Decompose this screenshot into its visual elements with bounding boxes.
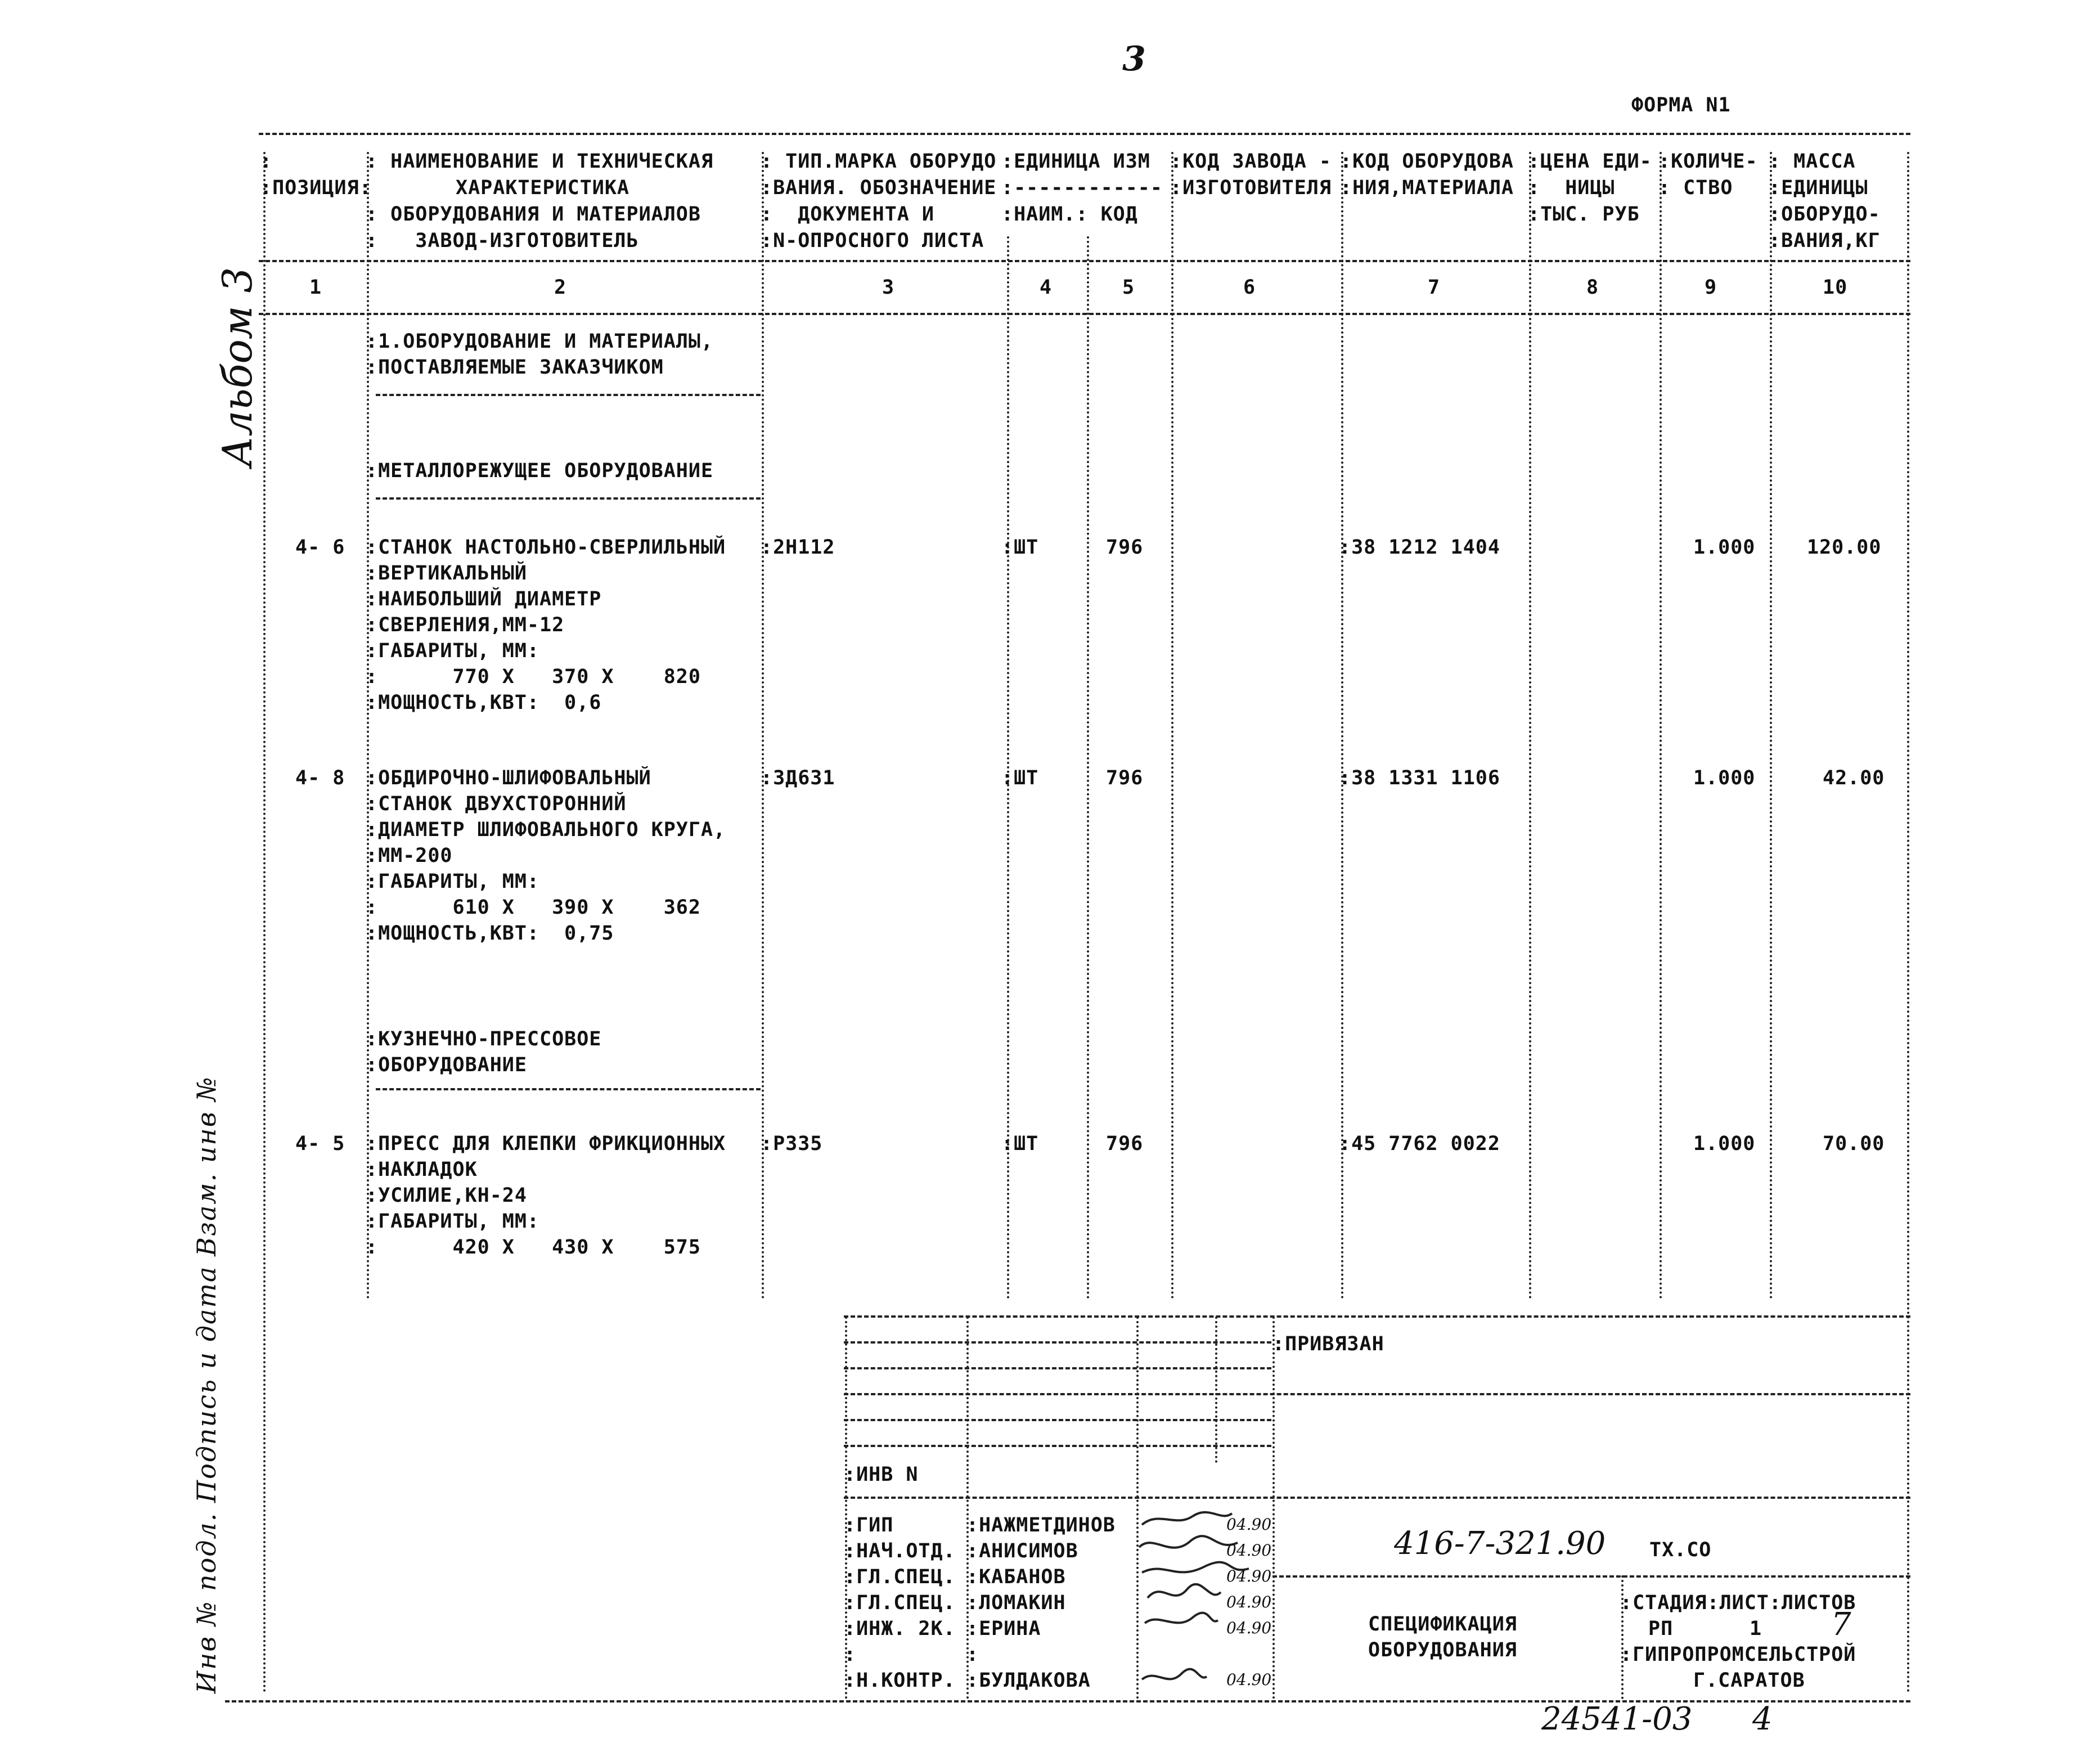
header-col3-l3: : ДОКУМЕНТА И xyxy=(761,203,935,226)
item-name-line: :НАИБОЛЬШИЙ ДИАМЕТР xyxy=(366,588,602,610)
col-border-8 xyxy=(1660,152,1662,1300)
stamp-name: :БУЛДАКОВА xyxy=(966,1669,1091,1692)
stamp-rule xyxy=(844,1393,1910,1395)
page-number: 3 xyxy=(1122,39,1146,79)
stamp-border xyxy=(966,1317,969,1699)
section-heading-1: :1.ОБОРУДОВАНИЕ И МАТЕРИАЛЫ, xyxy=(366,330,714,353)
item-position: 4- 5 xyxy=(295,1133,345,1155)
section-metal-rule xyxy=(376,497,761,500)
header-col10-l2: :ЕДИНИЦЫ xyxy=(1769,177,1868,199)
item-equipment-code: :38 1212 1404 xyxy=(1339,536,1500,559)
header-col3-l1: : ТИП.МАРКА ОБОРУДО xyxy=(761,150,997,173)
col-number-10: 10 xyxy=(1823,276,1848,299)
sheets-total: 7 xyxy=(1831,1606,1851,1643)
col-number-2: 2 xyxy=(554,276,567,299)
stamp-rule xyxy=(844,1419,1271,1421)
section-heading-forge: :КУЗНЕЧНО-ПРЕССОВОЕ xyxy=(366,1028,602,1050)
col-number-9: 9 xyxy=(1705,276,1717,299)
item-name-line: : 770 X 370 X 820 xyxy=(366,666,701,688)
col-border-1 xyxy=(367,152,369,1300)
sheet-value: 1 xyxy=(1750,1618,1762,1640)
item-name-line: :СТАНОК ДВУХСТОРОННИЙ xyxy=(366,793,627,815)
col-border-0 xyxy=(263,152,266,1693)
item-quantity: 1.000 xyxy=(1693,536,1756,559)
header-col2-l2: ХАРАКТЕРИСТИКА xyxy=(456,177,630,199)
header-col1-l2: :ПОЗИЦИЯ: xyxy=(260,177,372,199)
stamp-border xyxy=(845,1317,847,1699)
item-mass: 42.00 xyxy=(1823,767,1885,789)
doc-code: 416-7-321.90 xyxy=(1394,1525,1606,1562)
col-border-2 xyxy=(762,152,764,1300)
stage-header: :СТАДИЯ:ЛИСТ:ЛИСТОВ xyxy=(1620,1592,1856,1614)
item-quantity: 1.000 xyxy=(1693,767,1756,789)
stage-value: РП xyxy=(1648,1618,1674,1640)
item-type: :3Д631 xyxy=(761,767,835,789)
header-col45-l3: :НАИМ.: КОД xyxy=(1001,203,1138,226)
section-forge-rule xyxy=(376,1088,761,1090)
header-col6-l2: :ИЗГОТОВИТЕЛЯ xyxy=(1170,177,1332,199)
stamp-role: :ГИП xyxy=(844,1514,894,1537)
header-col7-l1: :КОД ОБОРУДОВА xyxy=(1340,150,1514,173)
header-col2-l4: : ЗАВОД-ИЗГОТОВИТЕЛЬ xyxy=(366,230,639,252)
header-col8-l1: :ЦЕНА ЕДИ- xyxy=(1528,150,1652,173)
header-col9-l1: :КОЛИЧЕ- xyxy=(1658,150,1758,173)
item-name-line: :НАКЛАДОК xyxy=(366,1158,478,1181)
section-heading-1b: :ПОСТАВЛЯЕМЫЕ ЗАКАЗЧИКОМ xyxy=(366,356,664,379)
col-border-9 xyxy=(1770,152,1772,1300)
signature-gip xyxy=(1142,1512,1232,1525)
item-name-line: :СВЕРЛЕНИЯ,ММ-12 xyxy=(366,614,565,636)
item-type: :2Н112 xyxy=(761,536,835,559)
stamp-role: :ИНЖ. 2К. xyxy=(844,1618,956,1640)
header-col2-l3: : ОБОРУДОВАНИЯ И МАТЕРИАЛОВ xyxy=(366,203,701,226)
organization: :ГИПРОПРОМСЕЛЬСТРОЙ xyxy=(1620,1643,1856,1666)
stamp-name: :ЕРИНА xyxy=(966,1618,1041,1640)
stamp-rule xyxy=(844,1367,1271,1369)
stamp-rule xyxy=(844,1497,1910,1499)
item-type: :Р335 xyxy=(761,1133,823,1155)
stamp-border xyxy=(1215,1317,1217,1463)
signature-date: 04.90 xyxy=(1226,1619,1272,1637)
numbers-bottom-rule xyxy=(259,313,1910,315)
item-unit: :ШТ xyxy=(1001,1133,1039,1155)
stamp-role: :ГЛ.СПЕЦ. xyxy=(844,1566,956,1588)
col-border-4 xyxy=(1087,236,1089,1300)
stamp-name: :НАЖМЕТДИНОВ xyxy=(966,1514,1116,1537)
signature-buldakova xyxy=(1142,1669,1207,1679)
header-col2-l1: : НАИМЕНОВАНИЕ И ТЕХНИЧЕСКАЯ xyxy=(366,150,714,173)
section-heading-metal: :МЕТАЛЛОРЕЖУЩЕЕ ОБОРУДОВАНИЕ xyxy=(366,460,714,482)
item-mass: 120.00 xyxy=(1807,536,1882,559)
col-number-7: 7 xyxy=(1428,276,1441,299)
signature-date: 04.90 xyxy=(1226,1541,1272,1560)
col-number-8: 8 xyxy=(1586,276,1599,299)
col-number-4: 4 xyxy=(1040,276,1053,299)
col-border-7 xyxy=(1529,152,1531,1300)
item-unit: :ШТ xyxy=(1001,536,1039,559)
form-label: ФОРМА N1 xyxy=(1631,94,1731,116)
section-heading-forge-2: :ОБОРУДОВАНИЕ xyxy=(366,1054,527,1076)
item-name-line: :ГАБАРИТЫ, ММ: xyxy=(366,1210,540,1233)
header-col9-l2: : СТВО xyxy=(1658,177,1733,199)
item-unit-code: 796 xyxy=(1106,767,1144,789)
header-bottom-rule xyxy=(259,260,1910,262)
item-quantity: 1.000 xyxy=(1693,1133,1756,1155)
bottom-page: 4 xyxy=(1752,1701,1773,1737)
item-name-line: :УСИЛИЕ,КН-24 xyxy=(366,1184,527,1207)
signature-anisimov xyxy=(1139,1536,1238,1548)
col-number-3: 3 xyxy=(882,276,895,299)
stamp-name: :ЛОМАКИН xyxy=(966,1592,1066,1614)
item-name-line: :СТАНОК НАСТОЛЬНО-СВЕРЛИЛЬНЫЙ xyxy=(366,536,726,559)
item-name-line: :МОЩНОСТЬ,КВТ: 0,6 xyxy=(366,691,602,714)
col-border-5 xyxy=(1171,152,1173,1300)
item-position: 4- 6 xyxy=(295,536,345,559)
stamp-rule xyxy=(1272,1575,1910,1578)
stamp-role: :НАЧ.ОТД. xyxy=(844,1540,956,1562)
header-col6-l1: :КОД ЗАВОДА - xyxy=(1170,150,1332,173)
item-position: 4- 8 xyxy=(295,767,345,789)
header-col3-l2: :ВАНИЯ. ОБОЗНАЧЕНИЕ xyxy=(761,177,997,199)
item-name-line: : 610 X 390 X 362 xyxy=(366,896,701,919)
doc-title-1: СПЕЦИФИКАЦИЯ xyxy=(1368,1613,1517,1636)
stamp-privyazan: :ПРИВЯЗАН xyxy=(1272,1333,1384,1355)
stamp-name: :АНИСИМОВ xyxy=(966,1540,1078,1562)
header-col10-l3: :ОБОРУДО- xyxy=(1769,203,1881,226)
item-equipment-code: :45 7762 0022 xyxy=(1339,1133,1500,1155)
stamp-rule xyxy=(844,1341,1271,1344)
col-number-5: 5 xyxy=(1122,276,1135,299)
item-name-line: :ВЕРТИКАЛЬНЫЙ xyxy=(366,562,527,585)
item-unit-code: 796 xyxy=(1106,536,1144,559)
item-name-line: : 420 X 430 X 575 xyxy=(366,1236,701,1259)
stamp-role: : xyxy=(844,1643,857,1666)
side-stamp-label: Инв № подл. Подпись и дата Взам. инв № xyxy=(191,1076,222,1693)
stamp-name: :КАБАНОВ xyxy=(966,1566,1066,1588)
table-top-rule xyxy=(259,133,1910,135)
inventory-number: 24541-03 xyxy=(1541,1701,1693,1737)
header-col45-l1: :ЕДИНИЦА ИЗМ xyxy=(1001,150,1150,173)
item-name-line: :МОЩНОСТЬ,КВТ: 0,75 xyxy=(366,922,614,945)
doc-suffix: ТХ.СО xyxy=(1649,1539,1712,1561)
stamp-role: :ГЛ.СПЕЦ. xyxy=(844,1592,956,1614)
item-unit-code: 796 xyxy=(1106,1133,1144,1155)
signature-date: 04.90 xyxy=(1226,1567,1272,1585)
header-col45-l2: :------------ xyxy=(1001,177,1163,199)
item-mass: 70.00 xyxy=(1823,1133,1885,1155)
header-col8-l2: : НИЦЫ xyxy=(1528,177,1615,199)
signature-lomakin xyxy=(1148,1584,1221,1598)
stamp-role: :Н.КОНТР. xyxy=(844,1669,956,1692)
section-1-rule xyxy=(376,394,761,396)
item-name-line: :ГАБАРИТЫ, ММ: xyxy=(366,640,540,662)
city: Г.САРАТОВ xyxy=(1693,1669,1805,1692)
stamp-rule xyxy=(844,1445,1271,1447)
item-name-line: :ОБДИРОЧНО-ШЛИФОВАЛЬНЫЙ xyxy=(366,767,651,789)
item-name-line: :ДИАМЕТР ШЛИФОВАЛЬНОГО КРУГА, xyxy=(366,819,726,841)
col-border-6 xyxy=(1341,152,1343,1300)
signature-date: 04.90 xyxy=(1226,1593,1272,1611)
col-number-6: 6 xyxy=(1243,276,1256,299)
item-unit: :ШТ xyxy=(1001,767,1039,789)
signature-date: 04.90 xyxy=(1226,1670,1272,1689)
stamp-top-rule xyxy=(844,1315,1910,1318)
header-col10-l4: :ВАНИЯ,КГ xyxy=(1769,230,1881,252)
header-col3-l4: :N-ОПРОСНОГО ЛИСТА xyxy=(761,230,984,252)
side-album-label: Альбом 3 xyxy=(214,267,261,467)
item-name-line: :ММ-200 xyxy=(366,844,453,867)
header-col10-l1: : МАССА xyxy=(1769,150,1856,173)
item-name-line: :ПРЕСС ДЛЯ КЛЕПКИ ФРИКЦИОННЫХ xyxy=(366,1133,726,1155)
header-col1-l1: : xyxy=(260,150,273,173)
header-col7-l2: :НИЯ,МАТЕРИАЛА xyxy=(1340,177,1514,199)
stamp-name: : xyxy=(966,1643,979,1666)
signature-date: 04.90 xyxy=(1226,1515,1272,1534)
item-equipment-code: :38 1331 1106 xyxy=(1339,767,1500,789)
stamp-inv: :ИНВ N xyxy=(844,1463,919,1486)
col-border-10 xyxy=(1907,152,1909,1693)
doc-title-2: ОБОРУДОВАНИЯ xyxy=(1368,1639,1517,1661)
signature-erina xyxy=(1145,1613,1218,1623)
col-number-1: 1 xyxy=(309,276,322,299)
item-name-line: :ГАБАРИТЫ, ММ: xyxy=(366,870,540,893)
header-col8-l3: :ТЫС. РУБ xyxy=(1528,203,1640,226)
